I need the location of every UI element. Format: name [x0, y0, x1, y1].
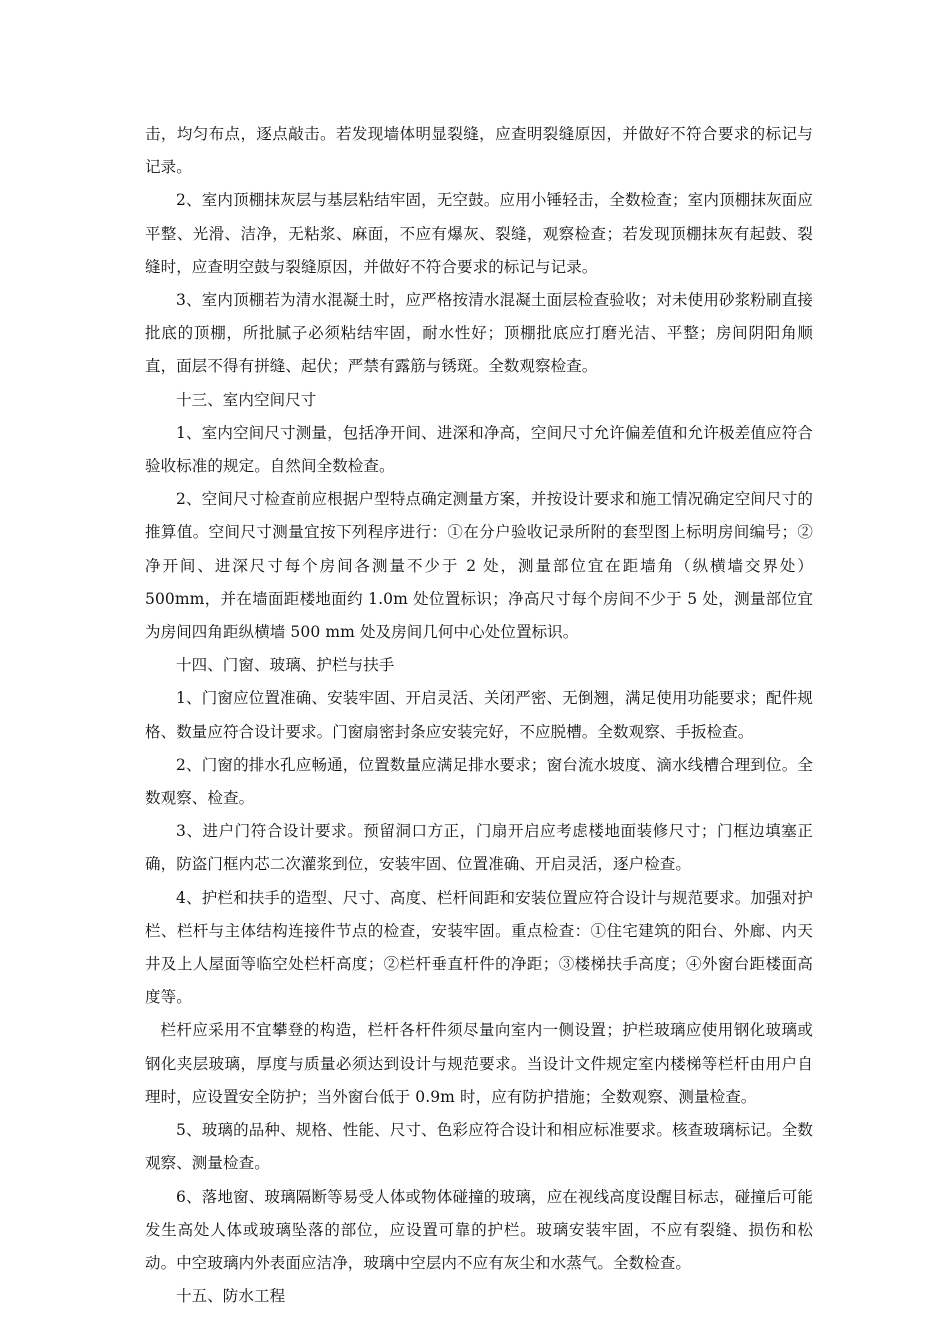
paragraph-space-measure: 1、室内空间尺寸测量，包括净开间、进深和净高，空间尺寸允许偏差值和允许极差值应符合验收标准的规定。自然间全数检查。 [145, 423, 813, 476]
paragraph-railing-construction: 栏杆应采用不宜攀登的构造，栏杆各杆件须尽量向室内一侧设置；护栏玻璃应使用钢化玻璃或钢化夹层玻璃，厚度与质量必须达到设计与规范要求。当设计文件规定室内楼梯等栏杆由用户自理时，应设置安全防护；当外窗台低于 0.9m 时，应有防护措施；全数观察、测量检查。 [145, 1021, 813, 1106]
paragraph-ceiling-plaster: 2、室内顶棚抹灰层与基层粘结牢固，无空鼓。应用小锤轻击，全数检查；室内顶棚抹灰面应平整、光滑、洁净，无粘浆、麻面，不应有爆灰、裂缝，观察检查；若发现顶棚抹灰有起鼓、裂缝时，应查明空鼓与裂缝原因，并做好不符合要求的标记与记录。 [145, 191, 813, 276]
paragraph-space-procedure: 2、空间尺寸检查前应根据户型特点确定测量方案，并按设计要求和施工情况确定空间尺寸的推算值。空间尺寸测量宜按下列程序进行：①在分户验收记录所附的套型图上标明房间编号；②净开间、进深尺寸每个房间各测量不少于 2 处，测量部位宜在距墙角（纵横墙交界处）500mm，并在墙面距楼地面约 1.0m 处位置标识；净高尺寸每个房间不少于 5 处，测量部位宜为房间四角距纵横墙 500 mm 处及房间几何中心处位置标识。 [145, 490, 813, 642]
section-heading-15: 十五、防水工程 [176, 1287, 286, 1306]
section-heading-14: 十四、门窗、玻璃、护栏与扶手 [176, 656, 395, 675]
paragraph-entry-door: 3、进户门符合设计要求。预留洞口方正，门扇开启应考虑楼地面装修尺寸；门框边填塞正确，防盗门框内芯二次灌浆到位，安装牢固、位置准确、开启灵活，逐户检查。 [145, 822, 813, 874]
paragraph-glass-spec: 5、玻璃的品种、规格、性能、尺寸、色彩应符合设计和相应标准要求。核查玻璃标记。全数观察、测量检查。 [145, 1121, 813, 1173]
section-heading-13: 十三、室内空间尺寸 [176, 390, 317, 409]
paragraph-glass-safety: 6、落地窗、玻璃隔断等易受人体或物体碰撞的玻璃，应在视线高度设醒目标志，碰撞后可能发生高处人体或玻璃坠落的部位，应设置可靠的护栏。玻璃安装牢固，不应有裂缝、损伤和松动。中空玻璃内外表面应洁净，玻璃中空层内不应有灰尘和水蒸气。全数检查。 [145, 1187, 813, 1272]
paragraph-wall-crack-check: 击，均匀布点，逐点敲击。若发现墙体明显裂缝，应查明裂缝原因，并做好不符合要求的标记与记录。 [145, 125, 813, 177]
paragraph-window-install: 1、门窗应位置准确、安装牢固、开启灵活、关闭严密、无倒翘，满足使用功能要求；配件规格、数量应符合设计要求。门窗扇密封条应安装完好，不应脱槽。全数观察、手扳检查。 [145, 689, 813, 741]
paragraph-window-drain: 2、门窗的排水孔应畅通，位置数量应满足排水要求；窗台流水坡度、滴水线槽合理到位。全数观察、检查。 [145, 755, 813, 808]
paragraph-ceiling-concrete: 3、室内顶棚若为清水混凝土时，应严格按清水混凝土面层检查验收；对未使用砂浆粉刷直接批底的顶棚，所批腻子必须粘结牢固，耐水性好；顶棚批底应打磨光洁、平整；房间阴阳角顺直，面层不得有拼缝、起伏；严禁有露筋与锈斑。全数观察检查。 [145, 291, 813, 376]
document-page [145, 118, 813, 1313]
paragraph-railing-handrail: 4、护栏和扶手的造型、尺寸、高度、栏杆间距和安装位置应符合设计与规范要求。加强对护栏、栏杆与主体结构连接件节点的检查，安装牢固。重点检查：①住宅建筑的阳台、外廊、内天井及上人屋面等临空处栏杆高度；②栏杆垂直杆件的净距；③楼梯扶手高度；④外窗台距楼面高度等。 [145, 888, 813, 1007]
